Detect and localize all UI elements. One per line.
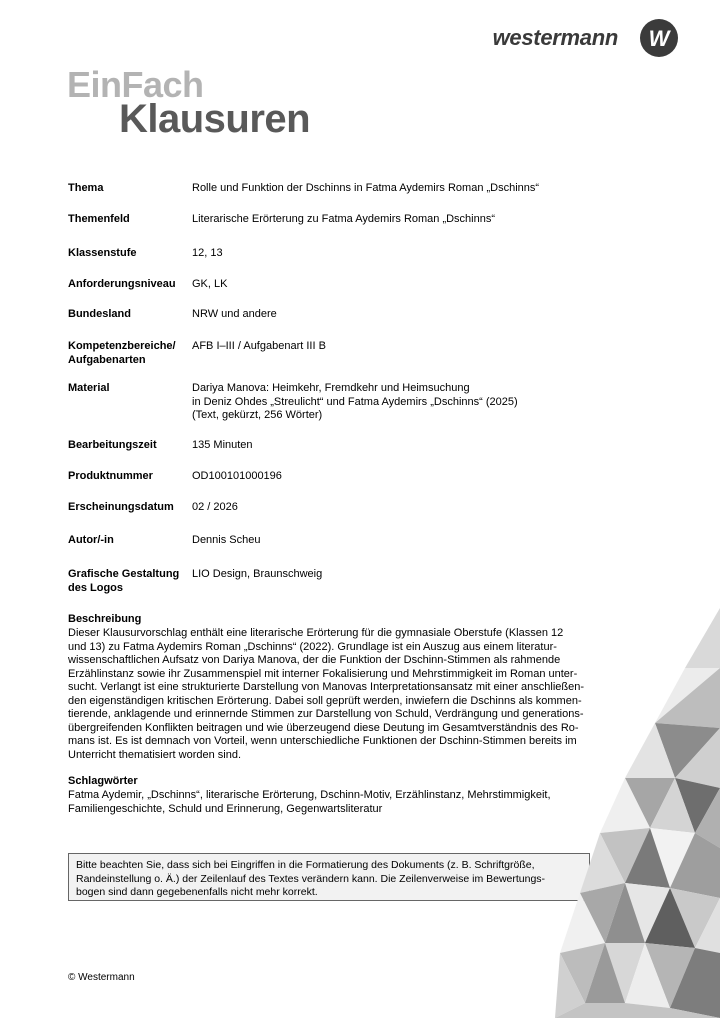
description-line: mans ist. Es ist demnach von Vorteil, wenn unterschiedliche Funktionen der Dschinn-Stimmen bereits im [68, 735, 577, 747]
description-heading: Beschreibung [68, 613, 142, 625]
description-line: den eigenständigen kritischen Erörterung. Dabei soll geprüft werden, inwiefern die Dschinns als kommen- [68, 694, 582, 707]
description-line: Erzählinstanz sowie ihr Zusammenspiel mit interner Fokalisierung und Mehrstimmigkeit im Roman unter- [68, 667, 578, 680]
meta-label: Kompetenzbereiche/ Aufgabenarten [68, 340, 176, 366]
meta-label: Anforderungsniveau [68, 278, 176, 290]
meta-label: Material [68, 382, 110, 394]
meta-value: Dennis Scheu [192, 534, 261, 546]
brand-wordmark: westermann [492, 25, 618, 50]
formatting-note-box [68, 853, 590, 901]
keywords-line: Familiengeschichte, Schuld und Erinnerung, Gegenwartsliteratur [68, 802, 383, 815]
meta-value: Dariya Manova: Heimkehr, Fremdkehr und Heimsuchung in Deniz Ohdes „Streulicht“ und Fatma Aydemirs „Dschinns“ (2025) (Text, gekürzt, 256 Wörter) [192, 382, 518, 421]
meta-value: 02 / 2026 [192, 501, 238, 513]
svg-text:W: W [648, 26, 670, 51]
meta-label: Thema [68, 182, 104, 194]
decorative-triangle-pattern [555, 608, 720, 1018]
meta-label: Klassenstufe [68, 247, 137, 259]
westermann-logo-icon [640, 19, 678, 57]
description-line: wissenschaftlichen Aufsatz von Dariya Manova, der die Funktion der Dschinn-Stimmen als rahmende [68, 654, 561, 666]
note-line: bogen sind dann gegebenenfalls nicht mehr korrekt. [76, 886, 318, 898]
meta-label: Autor/-in [68, 534, 114, 546]
meta-label: Bundesland [68, 308, 131, 320]
meta-value: AFB I–III / Aufgabenart III B [192, 340, 326, 352]
meta-label: Bearbeitungszeit [68, 439, 157, 451]
meta-label: Erscheinungsdatum [68, 501, 174, 513]
meta-value: NRW und andere [192, 308, 277, 320]
description-text [68, 627, 588, 762]
meta-label: Grafische Gestaltung des Logos [68, 568, 180, 594]
meta-value: Literarische Erörterung zu Fatma Aydemirs Roman „Dschinns“ [192, 213, 496, 225]
meta-value: Rolle und Funktion der Dschinns in Fatma Aydemirs Roman „Dschinns“ [192, 182, 540, 194]
series-title-line2: Klausuren [119, 97, 311, 141]
keywords-text [68, 789, 588, 816]
description-line: übergreifenden Konflikten beitragen und wie überzeugend diese Deutung im Gesamtverständnis des Ro- [68, 721, 579, 734]
copyright-footer: © Westermann [68, 972, 135, 983]
series-title-line1: EinFach [67, 64, 204, 105]
meta-value: LIO Design, Braunschweig [192, 568, 323, 580]
meta-value: 135 Minuten [192, 439, 253, 451]
keywords-heading: Schlagwörter [68, 775, 138, 787]
keywords-line: Fatma Aydemir, „Dschinns“, literarische Erörterung, Dschinn-Motiv, Erzählinstanz, Mehrstimmigkeit, [68, 789, 551, 801]
meta-label: Produktnummer [68, 470, 153, 482]
meta-value: GK, LK [192, 278, 228, 290]
description-line: Unterricht thematisiert worden sind. [68, 748, 242, 761]
note-line: Bitte beachten Sie, dass sich bei Eingriffen in die Formatierung des Dokuments (z. B. Schriftgröße, [76, 859, 535, 871]
description-line: und 13) zu Fatma Aydemirs Roman „Dschinns“ (2022). Grundlage ist ein Auszug aus einem literatur- [68, 640, 557, 653]
description-line: sucht. Verlangt ist eine strukturierte Darstellung von Manovas Interpretationsansatz mit einer anschließen- [68, 681, 585, 693]
meta-label: Themenfeld [68, 213, 130, 225]
meta-value: 12, 13 [192, 247, 223, 259]
description-line: tierende, anklagende und erinnernde Stimmen zur Darstellung von Schuld, Verdrängung und generations- [68, 708, 584, 720]
meta-value: OD100101000196 [192, 470, 282, 482]
note-line: Randeinstellung o. Ä.) der Zeilenlauf des Textes verändern kann. Die Zeilenverweise im Bewertungs- [76, 872, 546, 885]
description-line: Dieser Klausurvorschlag enthält eine literarische Erörterung für die gymnasiale Oberstufe (Klassen 12 [68, 627, 564, 639]
